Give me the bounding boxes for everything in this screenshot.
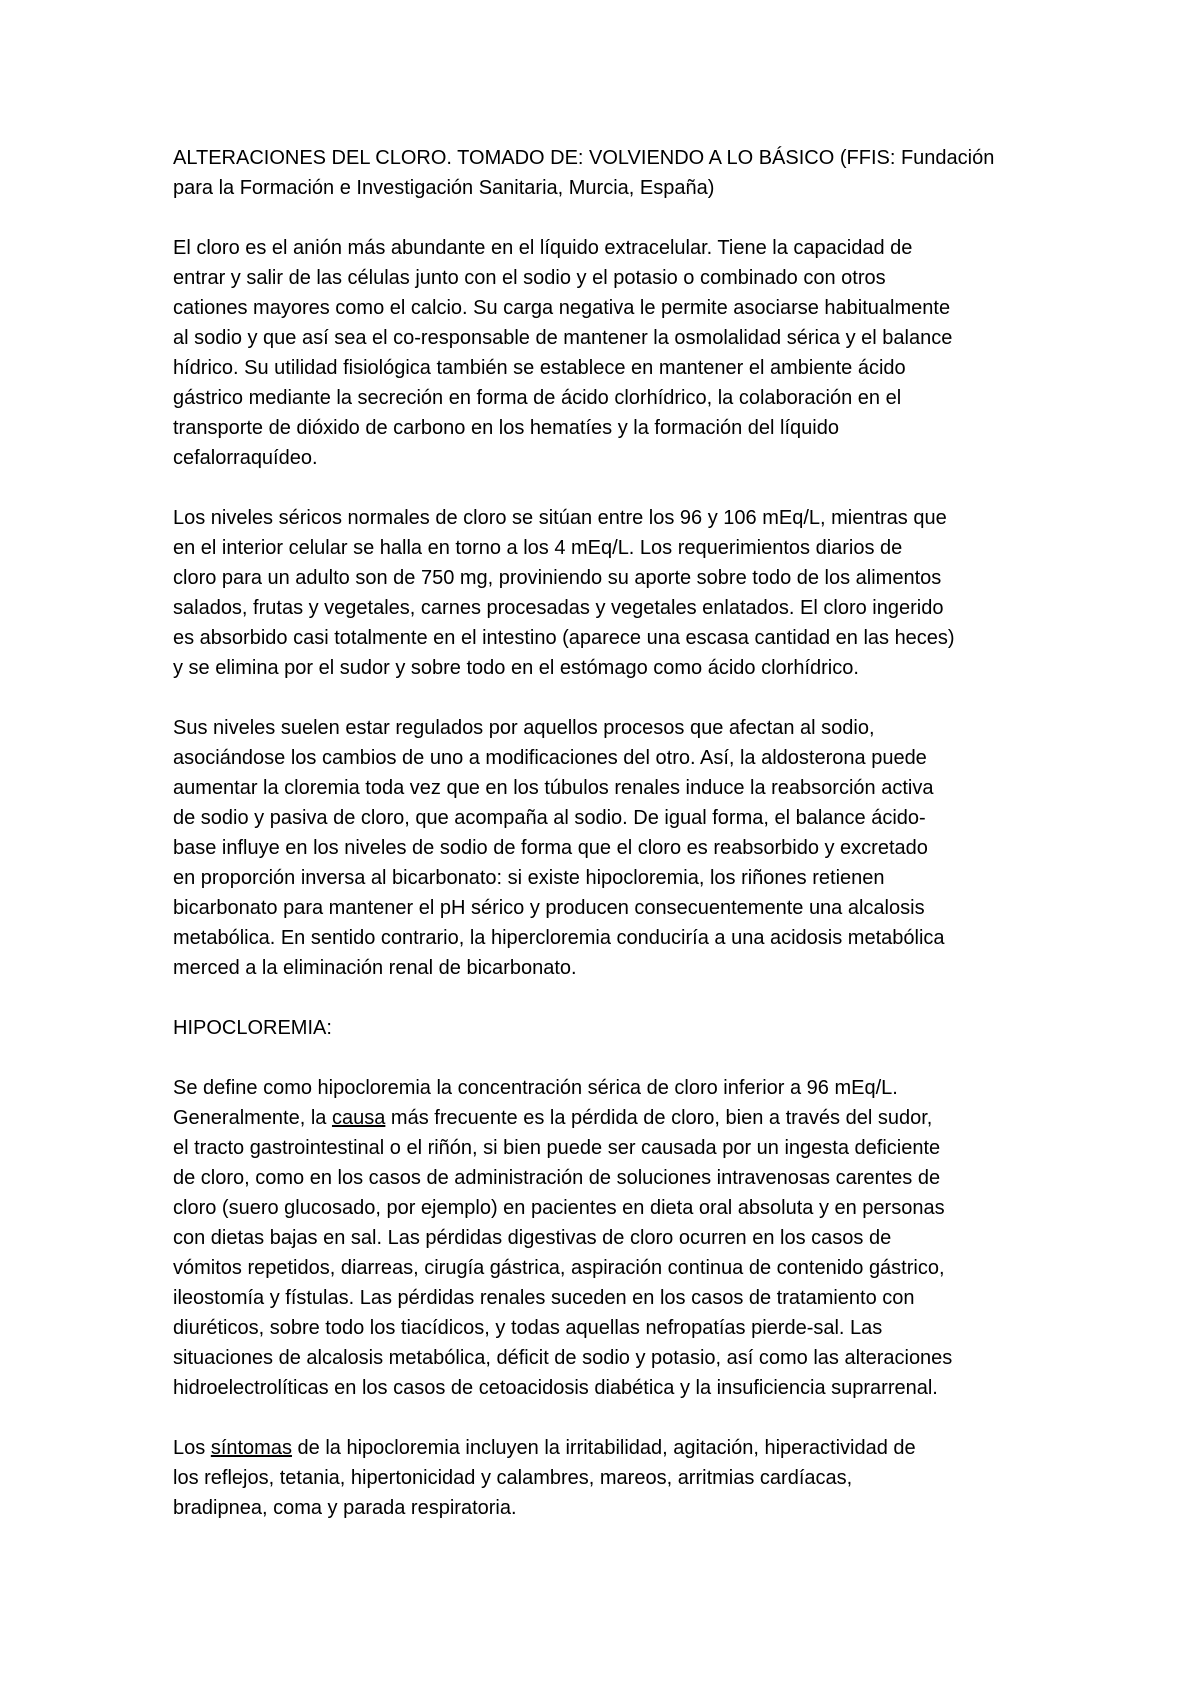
text-fragment: Generalmente, la xyxy=(173,1107,332,1129)
title-line: ALTERACIONES DEL CLORO. TOMADO DE: VOLVIENDO A LO BÁSICO (FFIS: Fundación xyxy=(173,147,995,169)
text-line: merced a la eliminación renal de bicarbonato. xyxy=(173,957,577,979)
text-line: situaciones de alcalosis metabólica, déficit de sodio y potasio, así como las alteraciones xyxy=(173,1347,953,1369)
text-line: el tracto gastrointestinal o el riñón, si bien puede ser causada por un ingesta deficiente xyxy=(173,1137,941,1159)
text-line: gástrico mediante la secreción en forma de ácido clorhídrico, la colaboración en el xyxy=(173,387,902,409)
text-line: en el interior celular se halla en torno a los 4 mEq/L. Los requerimientos diarios de xyxy=(173,537,903,559)
title-line: para la Formación e Investigación Sanitaria, Murcia, España) xyxy=(173,177,715,199)
text-line: cloro para un adulto son de 750 mg, proviniendo su aporte sobre todo de los alimentos xyxy=(173,567,942,589)
text-line: metabólica. En sentido contrario, la hipercloremia conduciría a una acidosis metabólica xyxy=(173,927,945,949)
text-line: cationes mayores como el calcio. Su carga negativa le permite asociarse habitualmente xyxy=(173,297,951,319)
text-line: y se elimina por el sudor y sobre todo en el estómago como ácido clorhídrico. xyxy=(173,657,859,679)
paragraph-intro xyxy=(173,233,1053,473)
paragraph-symptoms xyxy=(173,1433,1053,1523)
text-line: vómitos repetidos, diarreas, cirugía gástrica, aspiración continua de contenido gástrico, xyxy=(173,1257,945,1279)
text-line: de sodio y pasiva de cloro, que acompaña al sodio. De igual forma, el balance ácido- xyxy=(173,807,926,829)
text-line: Los niveles séricos normales de cloro se sitúan entre los 96 y 106 mEq/L, mientras que xyxy=(173,507,947,529)
paragraph-definition xyxy=(173,1073,1053,1403)
sintomas-link[interactable]: síntomas xyxy=(210,1437,292,1459)
text-fragment: de la hipocloremia incluyen la irritabilidad, agitación, hiperactividad de xyxy=(291,1437,916,1459)
text-line: salados, frutas y vegetales, carnes procesadas y vegetales enlatados. El cloro ingerido xyxy=(173,597,944,619)
paragraph-regulation xyxy=(173,713,1053,983)
text-line: Sus niveles suelen estar regulados por aquellos procesos que afectan al sodio, xyxy=(173,717,875,739)
heading-hipocloremia: HIPOCLOREMIA: xyxy=(173,1017,332,1039)
text-line: es absorbido casi totalmente en el intestino (aparece una escasa cantidad en las heces) xyxy=(173,627,955,649)
document-title xyxy=(173,143,1053,203)
text-line: diuréticos, sobre todo los tiacídicos, y todas aquellas nefropatías pierde-sal. Las xyxy=(173,1317,883,1339)
text-line: hidroelectrolíticas en los casos de cetoacidosis diabética y la insuficiencia suprarrenal. xyxy=(173,1377,938,1399)
text-line: transporte de dióxido de carbono en los hematíes y la formación del líquido xyxy=(173,417,839,439)
text-line: aumentar la cloremia toda vez que en los túbulos renales induce la reabsorción activa xyxy=(173,777,934,799)
text-line: Se define como hipocloremia la concentración sérica de cloro inferior a 96 mEq/L. xyxy=(173,1077,898,1099)
text-line: de cloro, como en los casos de administración de soluciones intravenosas carentes de xyxy=(173,1167,941,1189)
paragraph-serum-levels xyxy=(173,503,1053,683)
text-line: hídrico. Su utilidad fisiológica también se establece en mantener el ambiente ácido xyxy=(173,357,906,379)
text-line: cloro (suero glucosado, por ejemplo) en pacientes en dieta oral absoluta y en personas xyxy=(173,1197,945,1219)
text-line: entrar y salir de las células junto con el sodio y el potasio o combinado con otros xyxy=(173,267,886,289)
text-fragment: más frecuente es la pérdida de cloro, bien a través del sudor, xyxy=(385,1107,933,1129)
text-line: cefalorraquídeo. xyxy=(173,447,318,469)
text-fragment: Los xyxy=(173,1437,211,1459)
text-line: los reflejos, tetania, hipertonicidad y calambres, mareos, arritmias cardíacas, xyxy=(173,1467,853,1489)
text-line: ileostomía y fístulas. Las pérdidas renales suceden en los casos de tratamiento con xyxy=(173,1287,915,1309)
text-line: bicarbonato para mantener el pH sérico y producen consecuentemente una alcalosis xyxy=(173,897,925,919)
document-page xyxy=(173,143,1053,1523)
text-line: bradipnea, coma y parada respiratoria. xyxy=(173,1497,517,1519)
causa-link[interactable]: causa xyxy=(331,1107,386,1129)
section-heading xyxy=(173,1013,1053,1043)
text-line: al sodio y que así sea el co-responsable de mantener la osmolalidad sérica y el balance xyxy=(173,327,953,349)
text-line: base influye en los niveles de sodio de forma que el cloro es reabsorbido y excretado xyxy=(173,837,928,859)
text-line: con dietas bajas en sal. Las pérdidas digestivas de cloro ocurren en los casos de xyxy=(173,1227,892,1249)
text-line: en proporción inversa al bicarbonato: si existe hipocloremia, los riñones retienen xyxy=(173,867,885,889)
text-line xyxy=(173,1103,1053,1133)
text-line: El cloro es el anión más abundante en el líquido extracelular. Tiene la capacidad de xyxy=(173,237,913,259)
text-line: asociándose los cambios de uno a modificaciones del otro. Así, la aldosterona puede xyxy=(173,747,927,769)
text-line xyxy=(173,1433,1053,1463)
